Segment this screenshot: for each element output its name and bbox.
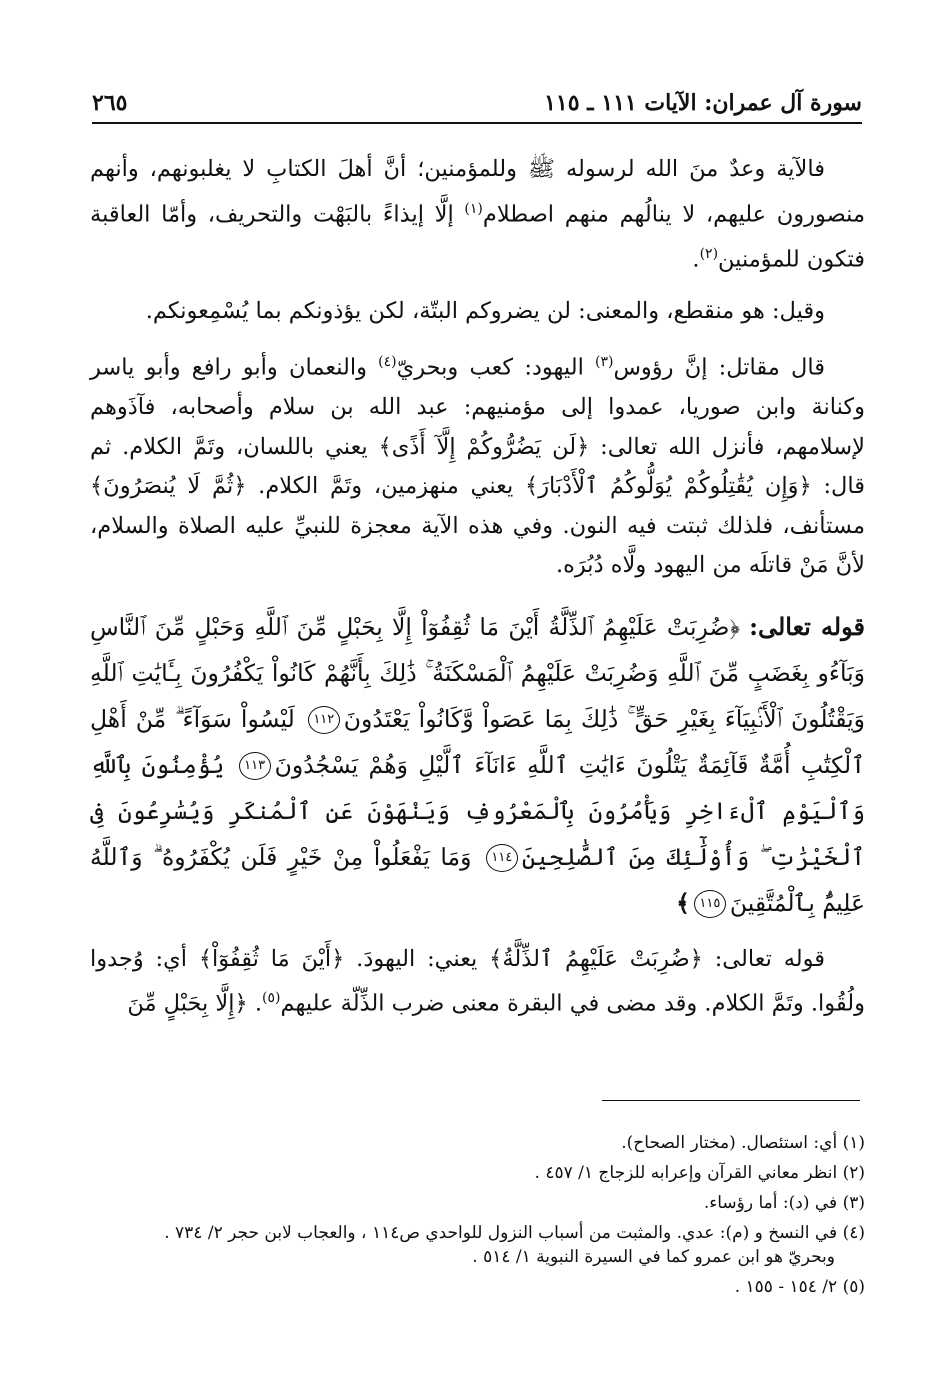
paragraph-4: قوله تعالى: ﴿ضُرِبَتْ عَلَيْهِمُ ٱلذِّلَّةُ﴾ يعني: اليهودَ. ﴿أَيْنَ مَا ثُقِفُوٓاْ﴾ أي: وُجدوا ولُقُوا. وتَمَّ الكلام. وقد مضى في البقرة معنى ضرب الذِّلّة عليهم$^{(٥)}$. ﴿إِلَّا بِحَبْلٍ مِّنَ: [90, 945, 865, 1017]
footnote-divider: [602, 1100, 860, 1101]
quran-verse-block: [90, 604, 865, 926]
verse-text: وَمَا يَفْعَلُواْ مِنْ خَيْرٍ فَلَن يُكْفَرُوهُ ۗ وَٱللَّهُ عَلِيمٌۢ بِٱلْمُتَّقِينَ: [90, 842, 865, 917]
footnote-1: (١) أي: استئصال. (مختار الصحاح).: [621, 1133, 865, 1153]
closing-bracket: ﴾: [676, 888, 690, 917]
footnote-4-continuation: وبحريّ هو ابن عمرو كما في السيرة النبوية ١/ ٥١٤ .: [472, 1247, 835, 1267]
paragraph-2: وقيل: هو منقطع، والمعنى: لن يضروكم البتّة، لكن يؤذونكم بما يُسْمِعونكم.: [145, 297, 825, 324]
footnote-2: (٢) انظر معاني القرآن وإعرابه للزجاج ١/ ٤٥٧ .: [534, 1163, 865, 1183]
footnote-marker-3: (٣): [595, 354, 614, 370]
verse-lead: قوله تعالى:: [749, 611, 865, 641]
footnote-4: (٤) في النسخ و (م): عدي. والمثبت من أسباب النزول للواحدي ص١١٤ ، والعجاب لابن حجر ٢/ ٧٣٤ .: [164, 1223, 865, 1243]
footnote-marker-5: (٥): [262, 990, 281, 1006]
ayah-number-marker: ١١٢: [308, 706, 340, 734]
footnotes: [90, 1128, 865, 1302]
page-header: [92, 82, 862, 124]
footnote-marker-4: (٤): [378, 354, 397, 370]
ayah-number-marker: ١١٤: [486, 844, 518, 872]
verse-text: لَيْسُواْ سَوَآءً ۗ مِّنْ أَهْلِ ٱلْكِتَٰبِ أُمَّةٌ قَآئِمَةٌ يَتْلُونَ ءَايَٰتِ ٱللَّهِ ءَانَآءَ ٱلَّيْلِ وَهُمْ يَسْجُدُونَ: [90, 704, 865, 779]
footnote-5: (٥) ٢/ ١٥٤ - ١٥٥ .: [734, 1277, 865, 1297]
footnote-3: (٣) في (د): أما رؤساء.: [703, 1193, 865, 1213]
paragraph-3: قال مقاتل: إنَّ رؤوس$^{(٣)}$ اليهود: كعب وبحريّ$^{(٤)}$ والنعمان وأبو رافع وأبو ياسر وكنانة وابن صوريا، عمدوا إلى مؤمنيهم: عبد الله بن سلام وأصحابه، فآذَوهم لإسلامهم، فأنزل الله تعالى: ﴿لَن يَضُرُّوكُمْ إِلَّآ أَذًى﴾ يعني باللسان، وتَمَّ الكلام. ثم قال: ﴿وَإِن يُقَٰتِلُوكُمْ يُوَلُّوكُمُ ٱلْأَدْبَارَ﴾ يعني منهزمين، وتَمَّ الكلام. ﴿ثُمَّ لَا يُنصَرُونَ﴾ مستأنف، فلذلك ثبتت فيه النون. وفي هذه الآية معجزة للنبيِّ عليه الصلاة والسلام، لأنَّ مَنْ قاتلَه من اليهود ولَّاه دُبُرَه.: [90, 354, 865, 578]
footnote-marker-2: (٢): [699, 245, 719, 262]
paragraph-1: فالآية وعدٌ منَ الله لرسوله ﷺ وللمؤمنين؛ أنَّ أهلَ الكتابِ لا يغلبونهم، وأنهم منصورون عليهم، لا ينالُهم منهم اصطلام$^{(١)}$ إلَّا إيذاءً بالبَهْت والتحريف، وأمّا العاقبة فتكون للمؤمنين$^{(٢)}$.: [90, 156, 866, 272]
ayah-number-marker: ١١٥: [694, 890, 726, 918]
verse-text: ﴿ضُرِبَتْ عَلَيْهِمُ ٱلذِّلَّةُ أَيْنَ مَا ثُقِفُوٓاْ إِلَّا بِحَبْلٍ مِّنَ ٱللَّهِ وَحَبْلٍ مِّنَ ٱلنَّاسِ وَبَآءُو بِغَضَبٍ مِّنَ ٱللَّهِ وَضُرِبَتْ عَلَيْهِمُ ٱلْمَسْكَنَةُ ۚ ذَٰلِكَ بِأَنَّهُمْ كَانُواْ يَكْفُرُونَ بِـَٔايَٰتِ ٱللَّهِ وَيَقْتُلُونَ ٱلْأَنۢبِيَآءَ بِغَيْرِ حَقٍّ ۚ ذَٰلِكَ بِمَا عَصَواْ وَّكَانُواْ يَعْتَدُونَ: [90, 612, 865, 733]
footnote-marker-1: (١): [464, 200, 483, 217]
running-title: سورة آل عمران: الآيات ١١١ ـ ١١٥: [544, 90, 862, 116]
verse-text: يُؤْمِنُونَ بِٱللَّهِ وَٱلْيَوْمِ ٱلْءَاخِرِ وَيَأْمُرُونَ بِٱلْمَعْرُوفِ وَيَنْهَوْنَ عَنِ ٱلْمُنكَرِ وَيُسَٰرِعُونَ فِى ٱلْخَيْرَٰتِ ۖ وَأُوْلَٰٓئِكَ مِنَ ٱلصَّٰلِحِينَ: [90, 750, 865, 871]
page-number: ٢٦٥: [92, 90, 128, 116]
ayah-number-marker: ١١٣: [239, 752, 271, 780]
main-text: [90, 150, 865, 1036]
